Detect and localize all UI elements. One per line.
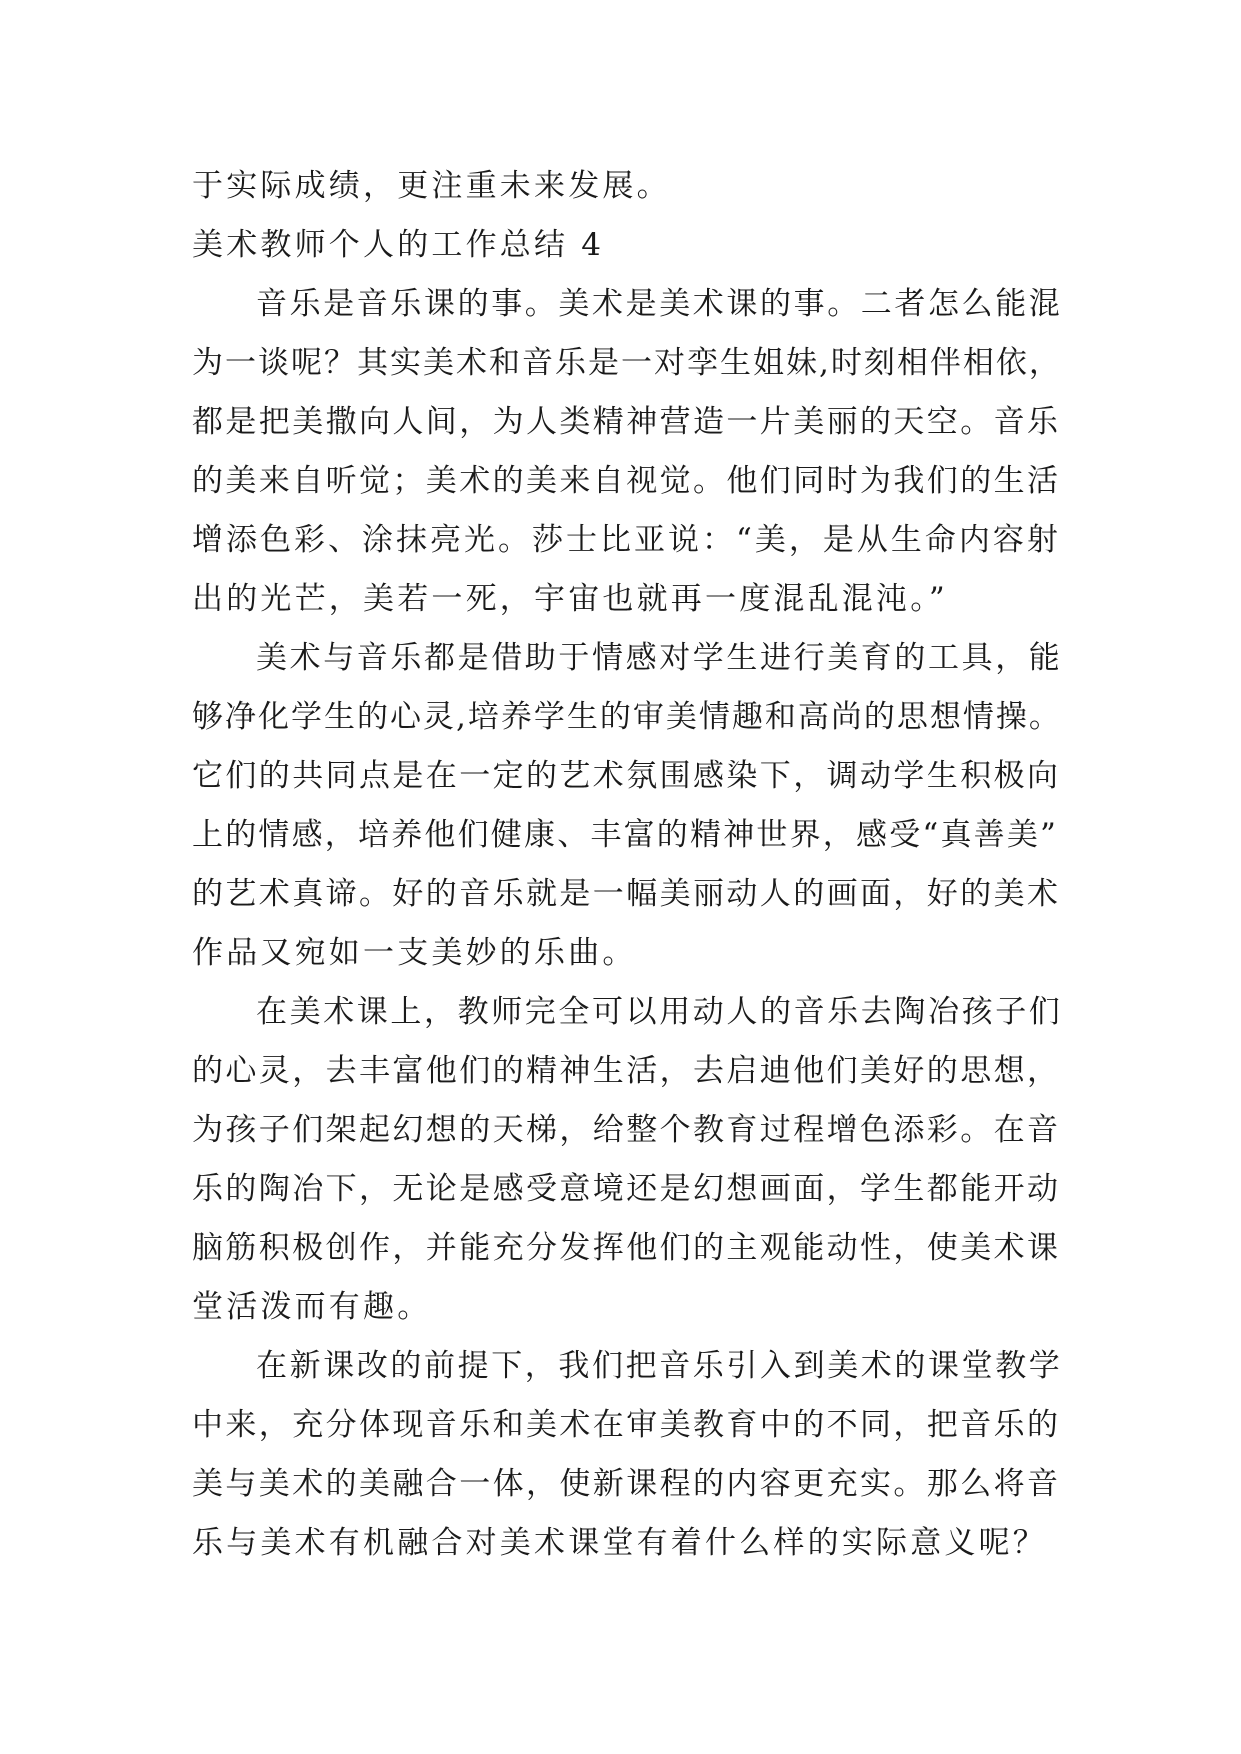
paragraph-4-line-3: 美与美术的美融合一体，使新课程的内容更充实。那么将音: [192, 1466, 1061, 1502]
paragraph-1-line-6: 出的光芒，美若一死，宇宙也就再一度混乱混沌。”: [192, 581, 948, 617]
paragraph-3-line-6: 堂活泼而有趣。: [192, 1289, 432, 1325]
paragraph-3-line-5: 脑筋积极创作，并能充分发挥他们的主观能动性，使美术课: [192, 1230, 1061, 1266]
paragraph-3-line-4: 乐的陶冶下，无论是感受意境还是幻想画面，学生都能开动: [192, 1171, 1061, 1207]
paragraph-1-line-2: 为一谈呢？其实美术和音乐是一对孪生姐妹,时刻相伴相依，: [192, 345, 1062, 381]
paragraph-3-line-2: 的心灵，去丰富他们的精神生活，去启迪他们美好的思想，: [192, 1053, 1061, 1089]
paragraph-2-line-2: 够净化学生的心灵,培养学生的审美情趣和高尚的思想情操。: [192, 699, 1062, 735]
paragraph-2-line-6: 作品又宛如一支美妙的乐曲。: [192, 935, 637, 971]
paragraph-2-line-5: 的艺术真谛。好的音乐就是一幅美丽动人的画面，好的美术: [192, 876, 1061, 912]
paragraph-1-line-3: 都是把美撒向人间，为人类精神营造一片美丽的天空。音乐: [192, 404, 1061, 440]
section-heading: 美术教师个人的工作总结 4: [192, 227, 605, 263]
paragraph-1-line-4: 的美来自听觉；美术的美来自视觉。他们同时为我们的生活: [192, 463, 1061, 499]
paragraph-2-line-3: 它们的共同点是在一定的艺术氛围感染下，调动学生积极向: [192, 758, 1061, 794]
paragraph-3-line-3: 为孩子们架起幻想的天梯，给整个教育过程增色添彩。在音: [192, 1112, 1061, 1148]
paragraph-3-line-1: 在美术课上，教师完全可以用动人的音乐去陶冶孩子们: [256, 994, 1063, 1030]
paragraph-4-line-2: 中来，充分体现音乐和美术在审美教育中的不同，把音乐的: [192, 1407, 1061, 1443]
paragraph-2-line-4: 上的情感，培养他们健康、丰富的精神世界，感受“真善美”: [192, 817, 1059, 853]
paragraph-1-line-1: 音乐是音乐课的事。美术是美术课的事。二者怎么能混: [256, 286, 1063, 322]
paragraph-1-line-5: 增添色彩、涂抹亮光。莎士比亚说：“美，是从生命内容射: [192, 522, 1061, 558]
paragraph-4-line-4: 乐与美术有机融合对美术课堂有着什么样的实际意义呢？: [192, 1525, 1047, 1561]
paragraph-4-line-1: 在新课改的前提下，我们把音乐引入到美术的课堂教学: [256, 1348, 1063, 1384]
paragraph-2-line-1: 美术与音乐都是借助于情感对学生进行美育的工具，能: [256, 640, 1063, 676]
paragraph-continuation-line: 于实际成绩，更注重未来发展。: [192, 168, 671, 204]
